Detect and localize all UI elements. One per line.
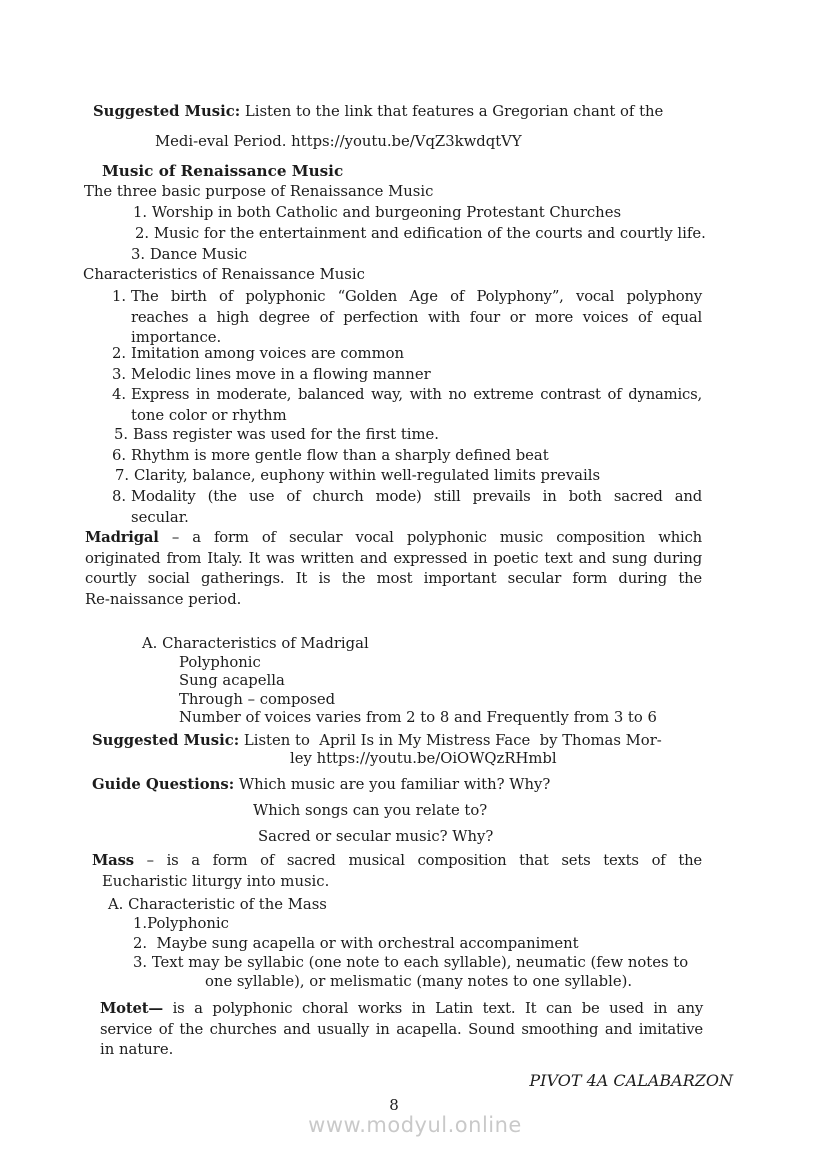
suggested-music-1-label: Suggested Music: [93, 103, 241, 120]
mass-line: Eucharistic liturgy into music. [102, 872, 330, 890]
item-line: tone color or rhythm [131, 406, 287, 424]
item-line: The birth of polyphonic “Golden Age of Polyphony”, vocal polyphony [131, 288, 702, 305]
suggested-music-2-line2-prefix: ley [290, 750, 317, 767]
mass-item-2: 2. Maybe sung acapella or with orchestral accompaniment [133, 935, 579, 952]
mass-characteristics-heading: A. Characteristic of the Mass [108, 896, 327, 913]
motet-line: in nature. [100, 1041, 174, 1058]
guide-questions-label: Guide Questions: [92, 776, 235, 793]
item-number: 6. [112, 447, 127, 464]
item-number: 5. [114, 426, 129, 443]
item-number: 7. [115, 467, 130, 484]
item-number: 8. [112, 488, 127, 505]
page-number: 8 [389, 1096, 399, 1114]
guide-questions-line1 [92, 775, 550, 796]
characteristics-intro: Characteristics of Renaissance Music [83, 266, 365, 283]
purpose-item: 2. Music for the entertainment and edification of the courts and courtly life. [135, 225, 706, 242]
characteristic-item-4 [112, 385, 702, 426]
youtube-link-1[interactable]: https://youtu.be/VqZ3kwdqtVY [291, 133, 522, 150]
suggested-music-2-line2 [290, 749, 557, 770]
motet-term: Motet— [100, 1000, 163, 1017]
suggested-music-1-line1 [93, 102, 663, 123]
purposes-intro: The three basic purpose of Renaissance Music [84, 183, 434, 200]
item-text: Melodic lines move in a flowing manner [131, 366, 431, 383]
item-line: reaches a high degree of perfection with four or more voices of equal [131, 308, 702, 326]
motet-line1-rest: is a polyphonic choral works in Latin text. It can be used in any [162, 1000, 703, 1017]
characteristic-item-1 [112, 287, 702, 349]
guide-question-3: Sacred or secular music? Why? [258, 828, 494, 845]
madrigal-characteristic: Number of voices varies from 2 to 8 and Frequently from 3 to 6 [179, 709, 657, 726]
attribution: PIVOT 4A CALABARZON [529, 1071, 733, 1090]
mass-item-3-line2: one syllable), or melismatic (many notes to one syllable). [205, 973, 633, 990]
item-line: importance. [131, 329, 222, 346]
mass-item-1: 1.Polyphonic [133, 915, 229, 932]
item-text: Bass register was used for the first time. [133, 426, 439, 443]
item-text: Imitation among voices are common [131, 345, 405, 362]
characteristic-item-6 [112, 446, 549, 467]
guide-question-2: Which songs can you relate to? [253, 802, 488, 819]
madrigal-line [85, 528, 702, 549]
motet-line [100, 999, 703, 1020]
madrigal-line1-rest: – a form of secular vocal polyphonic music composition which [158, 529, 702, 546]
mass-definition [92, 851, 702, 892]
motet-line: service of the churches and usually in acapella. Sound smoothing and imitative [100, 1020, 703, 1038]
item-line: Express in moderate, balanced way, with no extreme contrast of dynamics, [131, 386, 702, 403]
mass-term: Mass [92, 852, 134, 869]
suggested-music-1-line2-prefix: Medi-eval Period. [155, 133, 292, 150]
madrigal-characteristics-heading: A. Characteristics of Madrigal [142, 635, 369, 652]
suggested-music-1-line2 [155, 132, 522, 153]
mass-line1-rest: – is a form of sacred musical composition that sets texts of the [133, 852, 702, 869]
characteristic-item-8 [112, 487, 702, 528]
purpose-item: 3. Dance Music [131, 246, 248, 263]
suggested-music-2-text: Listen to April Is in My Mistress Face by Thomas Mor- [239, 732, 662, 749]
madrigal-characteristic: Sung acapella [179, 672, 285, 689]
madrigal-line: originated from Italy. It was written and expressed in poetic text and sung during [85, 549, 702, 567]
item-number: 3. [112, 366, 127, 383]
item-text: Clarity, balance, euphony within well-regulated limits prevails [134, 467, 601, 484]
item-number: 1. [112, 288, 127, 305]
characteristic-item-5 [114, 425, 439, 446]
characteristic-item-7 [115, 466, 600, 487]
item-number: 4. [112, 386, 127, 403]
item-number: 2. [112, 345, 127, 362]
characteristic-item-3 [112, 365, 431, 386]
madrigal-line: courtly social gatherings. It is the most important secular form during the [85, 570, 702, 587]
motet-definition [100, 999, 703, 1061]
guide-question-1: Which music are you familiar with? Why? [234, 776, 551, 793]
characteristic-item-2 [112, 344, 404, 365]
mass-item-3-line1: 3. Text may be syllabic (one note to each syllable), neumatic (few notes to [133, 954, 689, 971]
item-text: Rhythm is more gentle flow than a sharply defined beat [131, 447, 549, 464]
renaissance-heading: Music of Renaissance Music [102, 162, 344, 180]
suggested-music-1-text: Listen to the link that features a Gregorian chant of the [240, 103, 664, 120]
item-line: Modality (the use of church mode) still prevails in both sacred and [131, 488, 702, 505]
item-line: secular. [131, 508, 189, 526]
madrigal-line: Re-naissance period. [85, 590, 242, 608]
madrigal-definition [85, 528, 702, 610]
madrigal-term: Madrigal [85, 529, 159, 546]
madrigal-characteristic: Through – composed [179, 691, 336, 708]
madrigal-characteristic: Polyphonic [179, 654, 261, 671]
purpose-item: 1. Worship in both Catholic and burgeoning Protestant Churches [133, 204, 622, 221]
mass-line [92, 851, 702, 872]
youtube-link-2[interactable]: https://youtu.be/OiOWQzRHmbl [316, 750, 557, 767]
watermark: www.modyul.online [308, 1113, 522, 1137]
suggested-music-2-label: Suggested Music: [92, 732, 240, 749]
